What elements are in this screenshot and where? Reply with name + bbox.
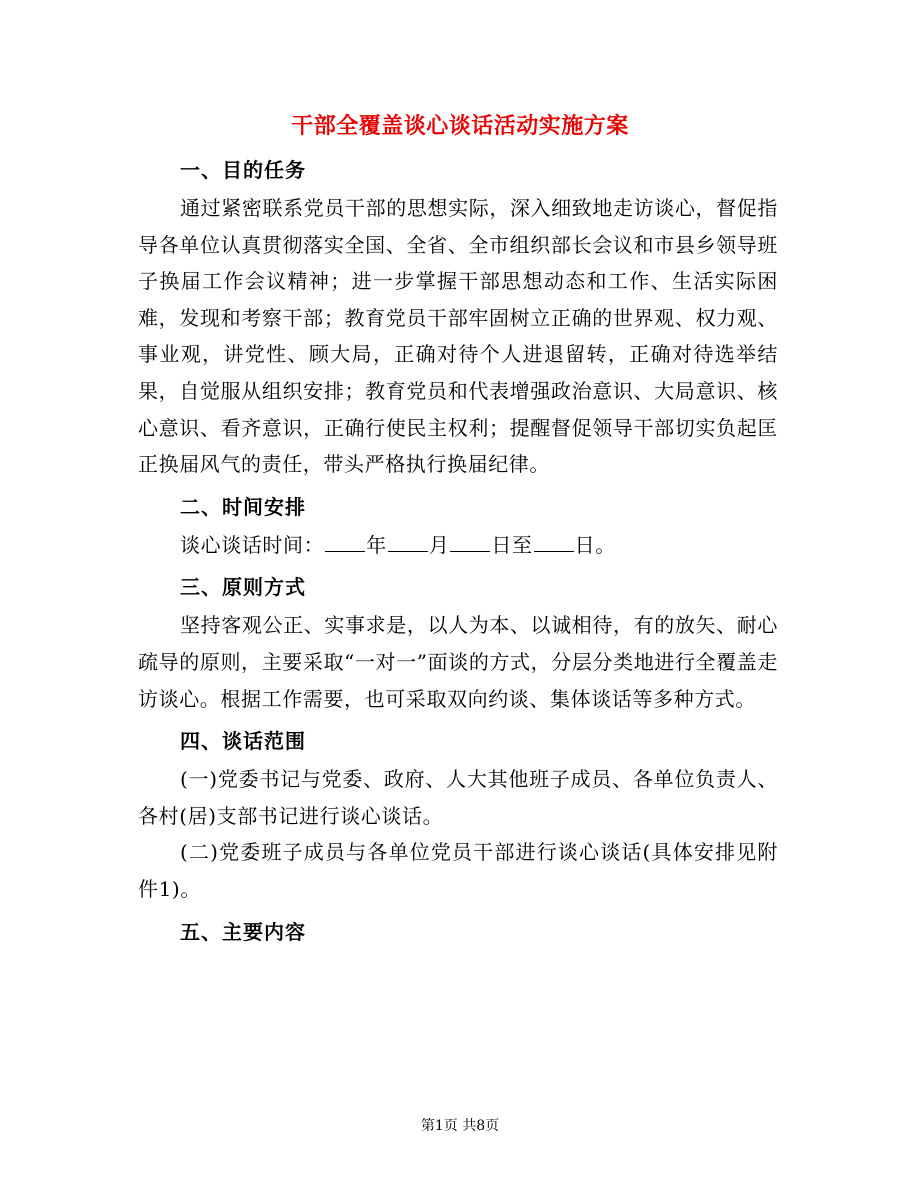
day-end-label: 日。 [574, 532, 616, 557]
section-paragraph-scope-2: (二)党委班子成员与各单位党员干部进行谈心谈话(具体安排见附件1)。 [138, 840, 778, 901]
section-heading-scope: 四、谈话范围 [180, 729, 306, 754]
page-number-footer: 第1页 共8页 [420, 1118, 500, 1134]
schedule-time-line [138, 527, 778, 564]
day-to-label: 日至 [491, 532, 533, 557]
year-label: 年 [366, 532, 387, 557]
start-day-blank [450, 531, 490, 552]
section-paragraph-scope-1: (一)党委书记与党委、政府、人大其他班子成员、各单位负责人、各村(居)支部书记进行谈心谈话。 [138, 767, 778, 828]
section-heading-content: 五、主要内容 [180, 919, 306, 944]
section-heading-schedule: 二、时间安排 [180, 494, 306, 519]
document-body [138, 150, 778, 952]
section-paragraph-principles: 坚持客观公正、实事求是，以人为本、以诚相待，有的放矢、耐心疏导的原则，主要采取“一对一”面谈的方式，分层分类地进行全覆盖走访谈心。根据工作需要，也可采取双向约谈、集体谈话等多种方式。 [138, 613, 778, 711]
section-heading-purpose: 一、目的任务 [180, 158, 306, 182]
year-blank [325, 531, 365, 552]
end-day-blank [534, 531, 574, 552]
document-title: 干部全覆盖谈心谈话活动实施方案 [291, 113, 629, 139]
schedule-time-label: 谈心谈话时间： [180, 532, 325, 557]
month-label: 月 [428, 532, 450, 557]
month-blank [388, 531, 428, 552]
section-heading-principles: 三、原则方式 [180, 575, 306, 600]
section-paragraph-purpose: 通过紧密联系党员干部的思想实际，深入细致地走访谈心，督促指导各单位认真贯彻落实全国、全省、全市组织部长会议和市县乡领导班子换届工作会议精神；进一步掌握干部思想动态和工作、生活实际困难，发现和考察干部；教育党员干部牢固树立正确的世界观、权力观、事业观，讲党性、顾大局，正确对待个人进退留转，正确对待选举结果，自觉服从组织安排；教育党员和代表增强政治意识、大局意识、核心意识、看齐意识，正确行使民主权利；提醒督促领导干部切实负起匡正换届风气的责任，带头严格执行换届纪律。 [138, 196, 778, 477]
